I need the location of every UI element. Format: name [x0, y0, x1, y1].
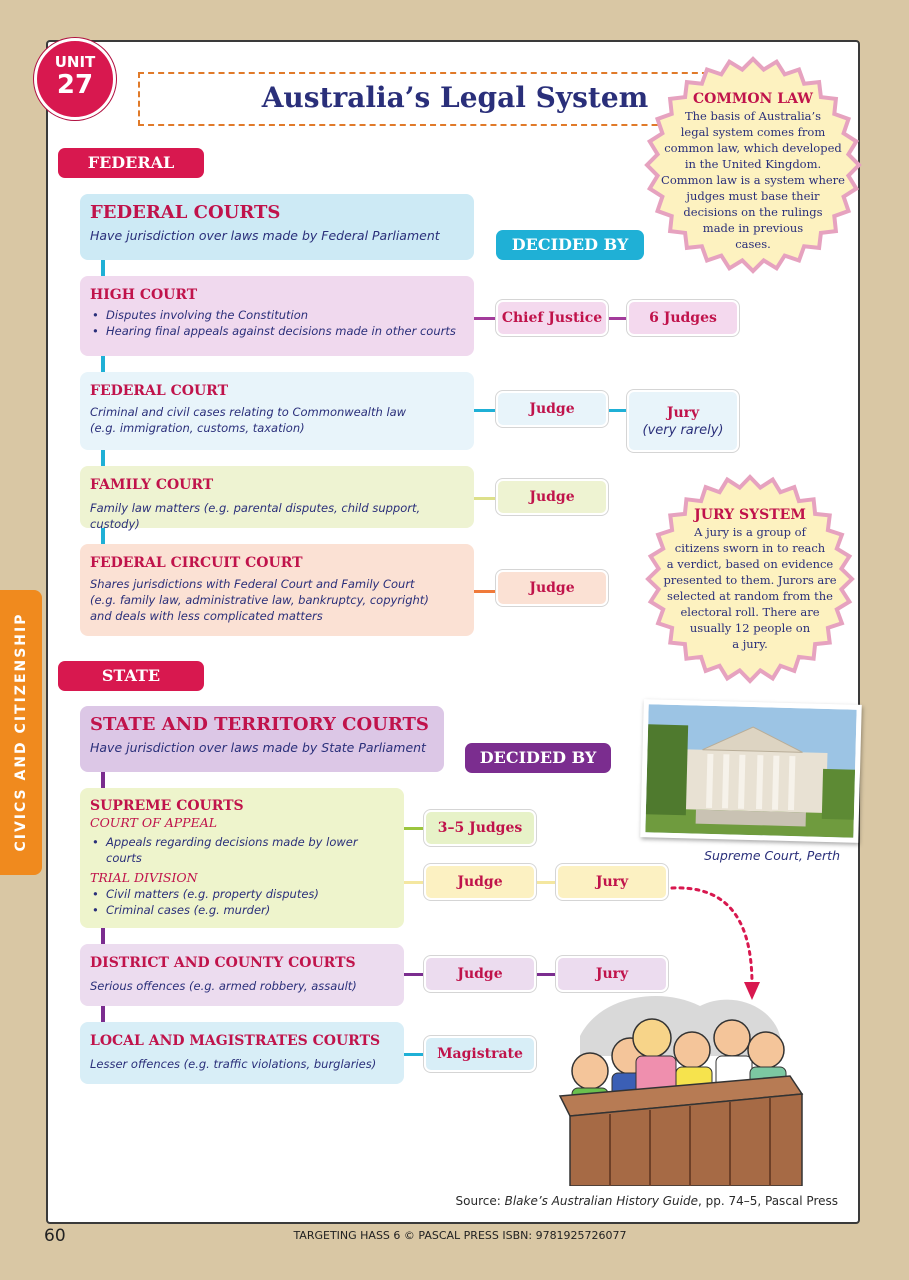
high-court-box: [80, 276, 474, 356]
decided-family-judge: Judge: [496, 479, 608, 515]
jury-system-title: JURY SYSTEM: [694, 507, 806, 523]
state-courts-intro: [80, 706, 444, 772]
federal-courts-title: FEDERAL COURTS: [90, 202, 281, 223]
trial-bullet: • Civil matters (e.g. property disputes): [90, 886, 394, 902]
district-courts-box: [80, 944, 404, 1006]
common-law-line: judges must base their: [686, 189, 820, 203]
federal-jury-note: (very rarely): [642, 422, 724, 438]
decided-chief-justice: Chief Justice: [496, 300, 608, 336]
state-decided-by-label: DECIDED BY: [465, 743, 611, 773]
decided-federal-judge: Judge: [496, 391, 608, 427]
federal-section-label: FEDERAL: [58, 148, 204, 178]
circuit-court-line: and deals with less complicated matters: [90, 609, 323, 623]
decided-district-judge: Judge: [424, 956, 536, 992]
jury-system-line: citizens sworn in to reach: [674, 541, 826, 555]
common-law-title: COMMON LAW: [693, 91, 813, 107]
federal-court-text: [90, 404, 464, 436]
family-court-title: FAMILY COURT: [90, 477, 214, 493]
high-court-pill-connector: [608, 317, 628, 320]
circuit-court-box: [80, 544, 474, 636]
federal-court-pill-connector: [608, 409, 628, 412]
supreme-courts-box: [80, 788, 404, 928]
high-court-connector: [474, 317, 498, 320]
decided-trial-jury: Jury: [556, 864, 668, 900]
federal-court-line: Criminal and civil cases relating to Commonwealth law: [90, 405, 407, 419]
photo-caption: Supreme Court, Perth: [704, 848, 840, 863]
high-court-bullets: [90, 307, 464, 339]
side-tab-label: CIVICS AND CITIZENSHIP: [13, 612, 29, 852]
unit-label: UNIT: [54, 53, 96, 71]
trial-pill-connector: [536, 881, 558, 884]
appeal-bullets: [90, 834, 394, 866]
supreme-court-photo: [640, 699, 862, 843]
trial-division-label: TRIAL DIVISION: [90, 870, 198, 885]
common-law-line: cases.: [735, 237, 771, 251]
state-courts-text: Have jurisdiction over laws made by State Parliament: [90, 740, 426, 755]
district-connector: [404, 973, 426, 976]
state-courts-title: STATE AND TERRITORY COURTS: [90, 714, 429, 735]
footer-text: TARGETING HASS 6 © PASCAL PRESS ISBN: 9781925726077: [293, 1229, 627, 1242]
family-court-connector: [474, 497, 498, 500]
unit-number: 27: [56, 70, 94, 100]
source-suffix: , pp. 74–5, Pascal Press: [697, 1194, 838, 1208]
common-law-line: The basis of Australia’s: [684, 109, 822, 123]
decided-district-jury: Jury: [556, 956, 668, 992]
federal-decided-by-label: DECIDED BY: [496, 230, 644, 260]
jury-cartoon-illustration: [540, 976, 820, 1186]
circuit-court-connector: [474, 590, 498, 593]
jury-system-line: electoral roll. There are: [680, 605, 820, 619]
source-title: Blake’s Australian History Guide: [504, 1194, 698, 1208]
common-law-line: legal system comes from: [680, 125, 826, 139]
unit-badge: [34, 38, 116, 120]
federal-court-box: [80, 372, 474, 450]
federal-court-connector-line: [474, 409, 498, 412]
high-court-title: HIGH COURT: [90, 287, 198, 303]
circuit-court-text: [90, 576, 464, 624]
high-court-bullet: • Disputes involving the Constitution: [90, 307, 464, 323]
common-law-line: made in previous: [702, 221, 804, 235]
federal-jury-label: Jury: [666, 404, 700, 421]
jury-system-line: a verdict, based on evidence: [666, 557, 834, 571]
federal-court-line: (e.g. immigration, customs, taxation): [90, 421, 305, 435]
jury-system-line: A jury is a group of: [694, 525, 806, 539]
supreme-courts-title: SUPREME COURTS: [90, 798, 244, 814]
source-prefix: Source:: [455, 1194, 505, 1208]
common-law-line: Common law is a system where: [661, 173, 845, 187]
common-law-line: common law, which developed: [664, 141, 842, 155]
local-connector: [404, 1053, 426, 1056]
state-section-label: STATE: [58, 661, 204, 691]
page-number: 60: [44, 1226, 66, 1246]
local-courts-box: [80, 1022, 404, 1084]
decided-federal-jury: [627, 390, 739, 452]
jury-system-text: [654, 506, 846, 652]
family-court-text: Family law matters (e.g. parental disputes, child support, custody): [90, 501, 421, 531]
decided-appeal-judges: 3–5 Judges: [424, 810, 536, 846]
building-illustration: [645, 704, 856, 837]
jury-system-line: a jury.: [732, 637, 768, 651]
district-courts-text: Serious offences (e.g. armed robbery, assault): [90, 979, 357, 993]
circuit-court-line: (e.g. family law, administrative law, bankruptcy, copyright): [90, 593, 429, 607]
district-courts-title: DISTRICT AND COUNTY COURTS: [90, 955, 356, 971]
appeal-bullet: • Appeals regarding decisions made by lower courts: [90, 834, 394, 866]
federal-courts-text: Have jurisdiction over laws made by Federal Parliament: [90, 228, 440, 243]
local-courts-text: Lesser offences (e.g. traffic violations, burglaries): [90, 1057, 377, 1071]
common-law-line: decisions on the rulings: [683, 205, 823, 219]
jury-system-line: selected at random from the: [667, 589, 833, 603]
source-citation: [380, 1194, 838, 1208]
page-title: Australia’s Legal System: [261, 81, 649, 114]
high-court-bullet: • Hearing final appeals against decisions made in other courts: [90, 323, 464, 339]
trial-connector: [404, 881, 426, 884]
common-law-line: in the United Kingdom.: [684, 157, 822, 171]
trial-bullets: [90, 886, 394, 918]
local-courts-title: LOCAL AND MAGISTRATES COURTS: [90, 1033, 381, 1049]
family-court-box: [80, 466, 474, 531]
decided-trial-judge: Judge: [424, 864, 536, 900]
circuit-court-title: FEDERAL CIRCUIT COURT: [90, 555, 303, 571]
decided-six-judges: 6 Judges: [627, 300, 739, 336]
court-of-appeal-label: COURT OF APPEAL: [90, 815, 218, 830]
trial-bullet: • Criminal cases (e.g. murder): [90, 902, 394, 918]
decided-circuit-judge: Judge: [496, 570, 608, 606]
circuit-court-line: Shares jurisdictions with Federal Court and Family Court: [90, 577, 415, 591]
jury-system-line: usually 12 people on: [689, 621, 811, 635]
jury-system-line: presented to them. Jurors are: [663, 573, 837, 587]
decided-magistrate: Magistrate: [424, 1036, 536, 1072]
common-law-text: [658, 90, 848, 252]
federal-court-title: FEDERAL COURT: [90, 383, 228, 399]
federal-courts-intro: [80, 194, 474, 260]
appeal-connector: [404, 827, 426, 830]
